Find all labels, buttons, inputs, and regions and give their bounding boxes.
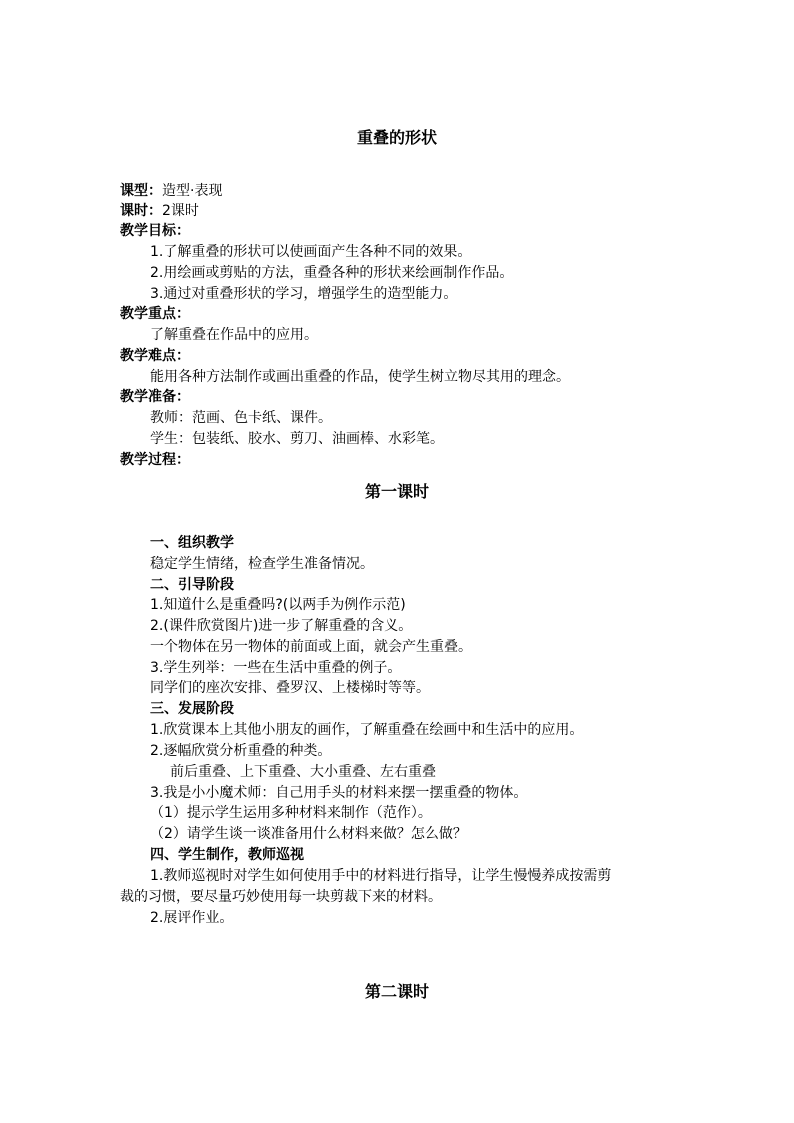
lesson-type: [120, 181, 222, 201]
objective-item: 2.用绘画或剪贴的方法，重叠各种的形状来绘画制作作品。: [150, 265, 514, 281]
list-item: 2.逐幅欣赏分析重叠的种类。: [150, 743, 332, 759]
lesson-hours: [120, 201, 199, 221]
list-item: 3.我是小小魔术师：自己用手头的材料来摆一摆重叠的物体。: [150, 785, 528, 801]
lesson-type-value: 造型·表现: [162, 183, 223, 199]
document-title: 重叠的形状: [356, 128, 437, 147]
list-item: 3.学生列举：一些在生活中重叠的例子。: [150, 660, 402, 676]
lesson-hours-label: 课时：: [120, 203, 162, 219]
objective-item: 1.了解重叠的形状可以使画面产生各种不同的效果。: [150, 244, 472, 260]
lesson-hours-value: 2课时: [162, 203, 199, 219]
list-item: 1.欣赏课本上其他小朋友的画作，了解重叠在绘画中和生活中的应用。: [150, 722, 584, 738]
list-item: 同学们的座次安排、叠罗汉、上楼梯时等等。: [150, 680, 430, 696]
list-item: 2.展评作业。: [150, 910, 234, 926]
preparation-heading: 教学准备：: [120, 389, 190, 405]
preparation-teacher: 教师：范画、色卡纸、课件。: [150, 410, 332, 426]
process-heading: 教学过程：: [120, 452, 190, 468]
preparation-student: 学生：包装纸、胶水、剪刀、油画棒、水彩笔。: [150, 431, 444, 447]
section-heading: 四、学生制作，教师巡视: [150, 847, 304, 863]
list-item-continuation: 裁的习惯，要尽量巧妙使用每一块剪裁下来的材料。: [120, 889, 442, 905]
key-points-heading: 教学重点：: [120, 306, 190, 322]
objective-item: 3.通过对重叠形状的学习，增强学生的造型能力。: [150, 286, 458, 302]
objectives-heading: 教学目标：: [120, 223, 190, 239]
section-text: 稳定学生情绪，检查学生准备情况。: [150, 556, 374, 572]
lesson-type-label: 课型：: [120, 183, 162, 199]
list-item: 1.知道什么是重叠吗?(以两手为例作示范): [150, 597, 406, 613]
difficulties-text: 能用各种方法制作或画出重叠的作品，使学生树立物尽其用的理念。: [150, 369, 570, 385]
lesson2-title: 第二课时: [364, 982, 429, 1001]
list-item: 2.(课件欣赏图片)进一步了解重叠的含义。: [150, 618, 413, 634]
list-item: 前后重叠、上下重叠、大小重叠、左右重叠: [170, 764, 436, 780]
list-item: 1.教师巡视时对学生如何使用手中的材料进行指导，让学生慢慢养成按需剪: [150, 868, 612, 884]
list-item: 一个物体在另一物体的前面或上面，就会产生重叠。: [150, 639, 472, 655]
list-item: （2）请学生谈一谈准备用什么材料来做？怎么做？: [150, 826, 467, 842]
key-points-text: 了解重叠在作品中的应用。: [150, 327, 318, 343]
lesson1-title: 第一课时: [364, 482, 429, 501]
section-heading: 三、发展阶段: [150, 701, 234, 717]
list-item: （1）提示学生运用多种材料来制作（范作）。: [150, 805, 432, 821]
section-heading: 一、组织教学: [150, 535, 234, 551]
difficulties-heading: 教学难点：: [120, 348, 190, 364]
section-heading: 二、引导阶段: [150, 577, 234, 593]
